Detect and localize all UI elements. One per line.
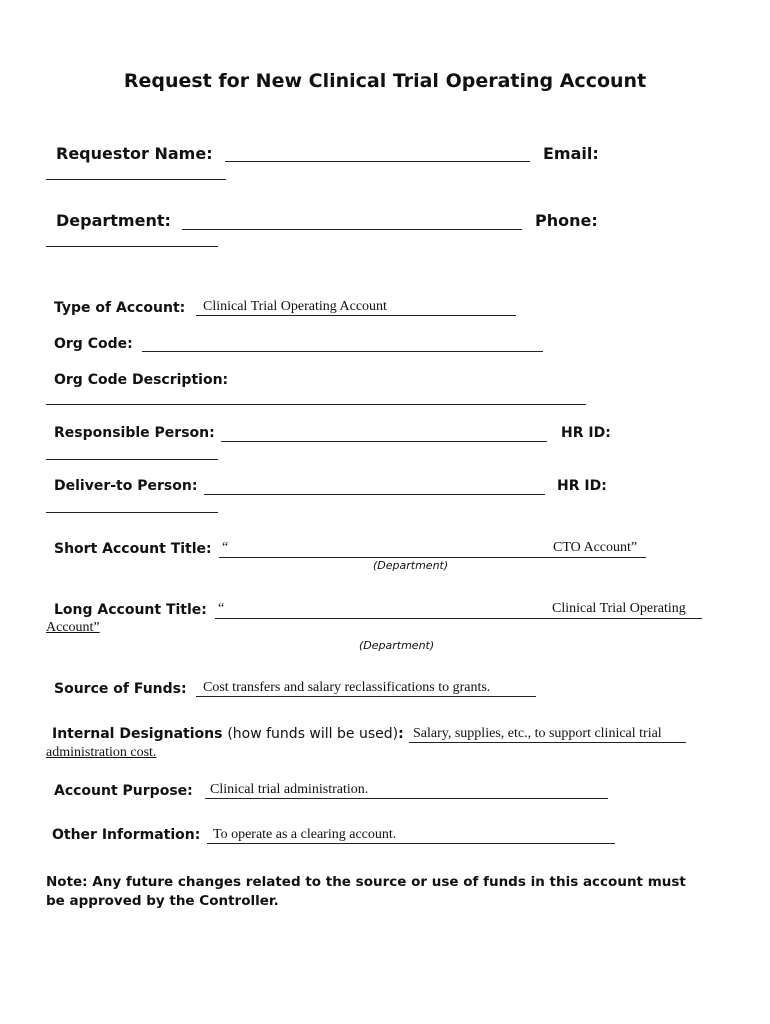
type-of-account-field[interactable]	[196, 315, 516, 316]
responsible-person-label: Responsible Person:	[54, 425, 215, 441]
short-account-title-field[interactable]	[219, 557, 646, 558]
long-account-title-field[interactable]	[215, 618, 702, 619]
department-field[interactable]	[182, 229, 522, 230]
org-code-description-field[interactable]	[46, 404, 586, 405]
internal-designations-label-text: Internal Designations	[52, 726, 223, 742]
deliver-to-hrid-label: HR ID:	[557, 478, 607, 494]
long-account-title-label: Long Account Title:	[54, 602, 207, 618]
page-title: Request for New Clinical Trial Operating Account	[123, 70, 647, 92]
other-information-value: To operate as a clearing account.	[213, 827, 397, 842]
internal-designations-value-cont: administration cost.	[46, 745, 157, 760]
other-information-label: Other Information:	[52, 827, 201, 843]
account-purpose-field[interactable]	[205, 798, 608, 799]
type-of-account-value: Clinical Trial Operating Account	[203, 299, 387, 314]
internal-designations-colon: :	[398, 726, 404, 742]
phone-label: Phone:	[535, 211, 598, 230]
long-title-open-quote: “	[218, 601, 225, 616]
long-title-caption: (Department)	[359, 639, 435, 652]
deliver-to-hrid-field[interactable]	[46, 512, 218, 513]
source-of-funds-value: Cost transfers and salary reclassifications to grants.	[203, 680, 491, 695]
email-label: Email:	[543, 144, 599, 163]
requestor-name-field[interactable]	[225, 161, 530, 162]
short-title-open-quote: “	[222, 540, 229, 555]
deliver-to-person-field[interactable]	[204, 494, 545, 495]
type-of-account-label: Type of Account:	[54, 300, 186, 316]
email-field[interactable]	[46, 179, 226, 180]
short-title-value: CTO Account”	[553, 540, 638, 555]
internal-designations-hint: (how funds will be used)	[227, 726, 399, 742]
internal-designations-label	[52, 726, 404, 742]
responsible-person-field[interactable]	[221, 441, 547, 442]
phone-field[interactable]	[46, 246, 218, 247]
responsible-hrid-label: HR ID:	[561, 425, 611, 441]
org-code-description-label: Org Code Description:	[54, 372, 229, 388]
long-title-value-cont: Account”	[46, 620, 100, 635]
department-label: Department:	[56, 211, 171, 230]
note-line-1: Note: Any future changes related to the source or use of funds in this account must	[46, 874, 686, 890]
short-title-caption: (Department)	[373, 559, 449, 572]
responsible-hrid-field[interactable]	[46, 459, 218, 460]
org-code-field[interactable]	[142, 351, 543, 352]
requestor-name-label: Requestor Name:	[56, 144, 213, 163]
short-account-title-label: Short Account Title:	[54, 541, 212, 557]
note-line-2: be approved by the Controller.	[46, 893, 279, 909]
source-of-funds-label: Source of Funds:	[54, 681, 187, 697]
account-purpose-label: Account Purpose:	[54, 783, 193, 799]
account-purpose-value: Clinical trial administration.	[210, 782, 369, 797]
other-information-field[interactable]	[207, 843, 615, 844]
source-of-funds-field[interactable]	[196, 696, 536, 697]
org-code-label: Org Code:	[54, 336, 133, 352]
internal-designations-value: Salary, supplies, etc., to support clinical trial	[413, 726, 662, 741]
internal-designations-field[interactable]	[409, 742, 686, 743]
deliver-to-person-label: Deliver-to Person:	[54, 478, 198, 494]
long-title-value: Clinical Trial Operating	[552, 601, 686, 616]
